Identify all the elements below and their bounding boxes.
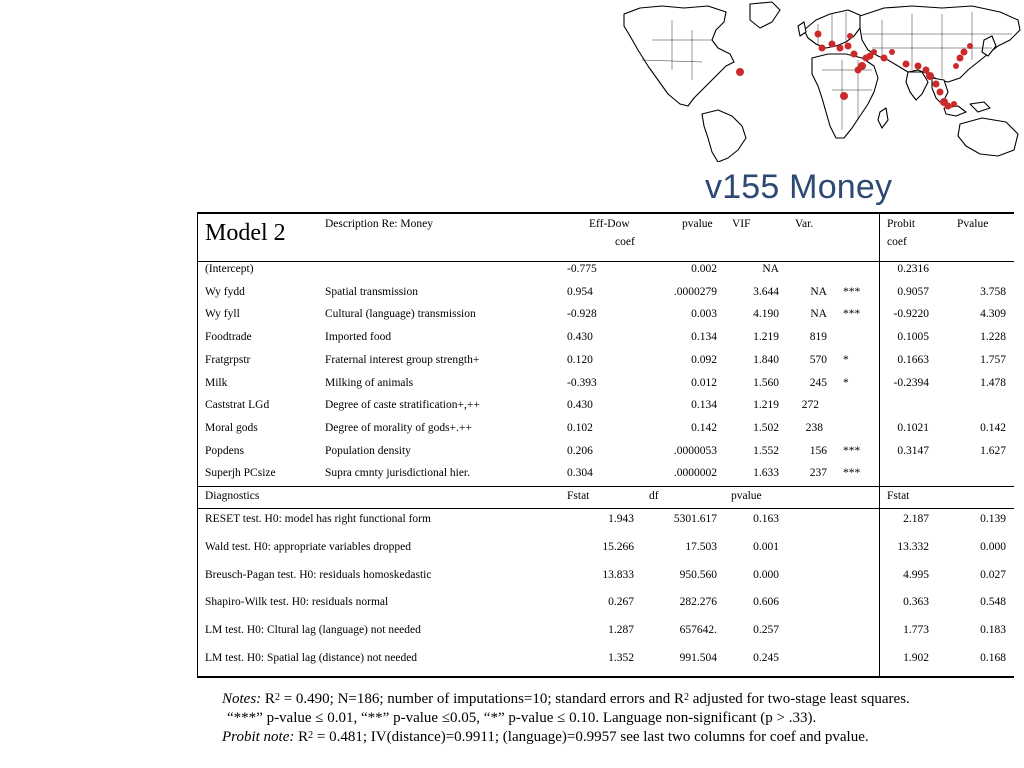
diag-probit-pvalue: 0.000 [980,540,1006,553]
row-probit-coef: -0.9220 [893,308,929,321]
row-vif: 4.190 [753,308,779,321]
row-vif: 1.552 [753,444,779,457]
row-var: NA [810,285,827,298]
header-effdow: Eff-Dow [589,218,630,230]
diag-pvalue: 0.001 [753,540,779,553]
diag-header-fstat: Fstat [567,490,590,502]
diag-fstat: 13.833 [602,568,634,581]
diagnostics-top-rule [197,486,1014,487]
row-vif: 3.644 [753,285,779,298]
header-var: Var. [795,218,814,230]
model-title: Model 2 [205,220,286,246]
diag-probit-pvalue: 0.183 [980,624,1006,637]
row-coef: -0.928 [567,308,597,321]
world-map-icon [622,0,1024,162]
row-coef: 0.430 [567,399,593,412]
diag-label: Wald test. H0: appropriate variables dropped [205,540,412,553]
row-pvalue: .0000002 [673,467,717,480]
row-vif: 1.219 [753,331,779,344]
row-var: 156 [809,444,827,457]
row-description: Milking of animals [325,376,414,389]
diag-probit-pvalue: 0.027 [980,568,1006,581]
row-variable: Milk [205,376,228,389]
row-coef: 0.954 [567,285,593,298]
row-var: 819 [809,331,827,344]
row-probit-coef: 0.1005 [897,331,929,344]
probit-divider [879,212,880,678]
diag-df: 950.560 [679,568,717,581]
diag-fstat: 15.266 [602,540,634,553]
diagnostics-label: Diagnostics [205,490,260,502]
row-description: Imported food [325,331,392,344]
diag-header-probit-fstat: Fstat [887,490,910,502]
diag-probit-fstat: 1.773 [903,624,929,637]
row-var: 272 [801,399,819,412]
row-description: Population density [325,444,411,457]
row-probit-coef: -0.2394 [893,376,929,389]
row-vif: 1.840 [753,353,779,366]
row-pvalue: 0.134 [691,331,717,344]
row-significance: *** [843,467,861,480]
row-var: 570 [809,353,827,366]
diag-probit-pvalue: 0.139 [980,513,1006,525]
row-var: 237 [809,467,827,480]
row-vif: 1.633 [753,467,779,480]
header-vif: VIF [732,218,751,230]
row-variable: Foodtrade [205,331,252,344]
notes-line-1: Notes: $R^2 = 0.490$; N=186; number of imputations=10; standard errors and $R^2$ adjusted for two-stage least squares. [222,691,910,707]
row-variable: Wy fyll [205,308,240,321]
row-coef: -0.393 [567,376,597,389]
diag-df: 282.276 [679,596,717,609]
diag-df: 17.503 [685,540,717,553]
diag-pvalue: 0.606 [753,596,779,609]
row-coef: 0.304 [567,467,593,480]
row-pvalue: 0.134 [691,399,717,412]
diag-probit-fstat: 2.187 [903,513,929,525]
header-description: Description Re: Money [325,218,433,230]
table-bottom-rule [197,676,1014,678]
diag-header-df: df [649,490,659,502]
row-description: Supra cmnty jurisdictional hier. [325,467,471,480]
row-var: 245 [809,376,827,389]
row-description: Degree of morality of gods+.++ [325,421,472,434]
row-coef: 0.206 [567,444,593,457]
diag-fstat: 1.287 [608,624,634,637]
diag-df: 657642. [679,624,717,637]
row-variable: Caststrat LGd [205,399,270,412]
row-coef: -0.775 [567,263,597,275]
table-left-border [197,212,198,678]
diag-pvalue: 0.245 [753,652,779,664]
row-probit-coef: 0.9057 [897,285,929,298]
row-vif: 1.502 [753,421,779,434]
row-coef: 0.102 [567,421,593,434]
diag-probit-pvalue: 0.548 [980,596,1006,609]
diag-probit-fstat: 13.332 [897,540,929,553]
diag-label: RESET test. H0: model has right functional form [205,513,431,525]
row-probit-pvalue: 1.478 [980,376,1006,389]
row-significance: * [843,376,849,389]
notes-line-2: “***” p-value ≤ 0.01, “**” p-value ≤0.05, “*” p-value ≤ 0.10. Language non-significant (p > .33). [227,710,817,726]
row-variable: Moral gods [205,421,258,434]
row-var: NA [810,308,827,321]
row-variable: Superjh PCsize [205,467,276,480]
diag-probit-fstat: 0.363 [903,596,929,609]
row-description: Degree of caste stratification+,++ [325,399,480,412]
diag-df: 991.504 [679,652,717,664]
row-probit-pvalue: 4.309 [980,308,1006,321]
diagnostics-header-rule [197,508,1014,509]
diag-fstat: 0.267 [608,596,634,609]
diag-label: LM test. H0: Cltural lag (language) not needed [205,624,421,637]
row-variable: Wy fydd [205,285,245,298]
header-rule [197,261,1014,262]
row-probit-coef: 0.1663 [897,353,929,366]
row-significance: *** [843,285,861,298]
notes-label: Notes: [222,691,262,707]
row-probit-pvalue: 1.757 [980,353,1006,366]
row-coef: 0.430 [567,331,593,344]
row-probit-pvalue: 1.627 [980,444,1006,457]
row-description: Spatial transmission [325,285,418,298]
row-vif: 1.560 [753,376,779,389]
row-description: Cultural (language) transmission [325,308,476,321]
header-pvalue: pvalue [682,218,713,230]
diag-probit-pvalue: 0.168 [980,652,1006,664]
diag-pvalue: 0.257 [753,624,779,637]
row-pvalue: .0000053 [673,444,717,457]
diag-fstat: 1.352 [608,652,634,664]
regression-table [197,212,1014,678]
row-pvalue: 0.012 [691,376,717,389]
slide-title: v155 Money [705,168,893,206]
header-probit-pvalue: Pvalue [957,218,989,230]
row-vif: 1.219 [753,399,779,412]
row-variable: (Intercept) [205,263,254,275]
diag-label: Breusch-Pagan test. H0: residuals homoskedastic [205,568,432,581]
row-pvalue: 0.092 [691,353,717,366]
diag-df: 5301.617 [673,513,717,525]
row-significance: * [843,353,849,366]
row-probit-pvalue: 0.142 [980,421,1006,434]
row-variable: Popdens [205,444,244,457]
probit-note-label: Probit note: [222,729,295,745]
diag-label: Shapiro-Wilk test. H0: residuals normal [205,596,389,609]
header-probit: Probit [887,218,916,230]
notes-line-3: Probit note: $R^2 = 0.481$; IV(distance)=0.9911; (language)=0.9957 see last two columns for coef and pvalue. [222,729,869,745]
row-probit-pvalue: 3.758 [980,285,1006,298]
diag-probit-fstat: 4.995 [903,568,929,581]
diag-fstat: 1.943 [608,513,634,525]
diag-header-pvalue: pvalue [731,490,762,502]
row-probit-coef: 0.3147 [897,444,929,457]
diag-probit-fstat: 1.902 [903,652,929,664]
row-significance: *** [843,308,861,321]
row-pvalue: 0.002 [691,263,717,275]
row-var: 238 [805,421,823,434]
diag-label: LM test. H0: Spatial lag (distance) not needed [205,652,418,664]
row-probit-pvalue: 1.228 [980,331,1006,344]
diag-pvalue: 0.163 [753,513,779,525]
diag-pvalue: 0.000 [753,568,779,581]
row-probit-coef: 0.2316 [897,263,929,275]
table-notes [222,690,910,747]
row-pvalue: 0.003 [691,308,717,321]
row-pvalue: .0000279 [673,285,717,298]
row-significance: *** [843,444,861,457]
row-probit-coef: 0.1021 [897,421,929,434]
header-probit-coef: coef [887,236,907,248]
header-effdow-coef: coef [615,236,635,248]
row-vif: NA [762,263,779,275]
row-coef: 0.120 [567,353,593,366]
row-pvalue: 0.142 [691,421,717,434]
row-description: Fraternal interest group strength+ [325,353,480,366]
table-top-rule [197,212,1014,214]
row-variable: Fratgrpstr [205,353,251,366]
